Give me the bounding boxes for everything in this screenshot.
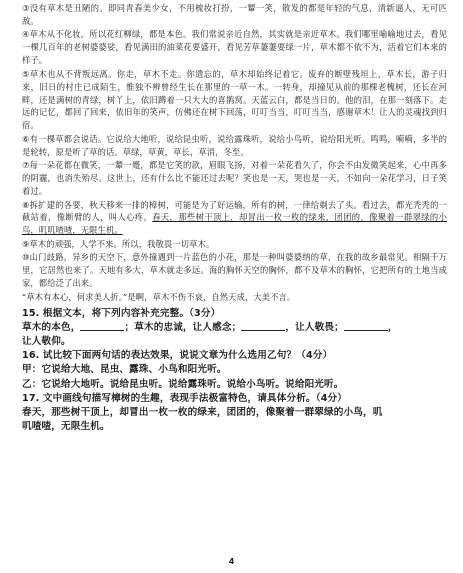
paragraph-9: ⑨草木的顽强，人学不来。所以，我敬畏一切草木。 <box>22 238 215 249</box>
question-17-quote-line-2: 叽喳喳，无限生机。 <box>22 421 110 433</box>
q15-text-b: ；草木的忠诚，让人感念； <box>124 321 242 333</box>
question-16-sentence-b: 乙：它说给大地听。说给昆虫听。说给露珠听。说给小鸟听。说给阳光听。 <box>22 378 344 390</box>
paragraph-3: ③没有草木是丑陋的。即同青春美少女，不用梳妆打扮，一颦一笑，散发的都是年轻的气息，清新逼人，无可匹敌。 <box>22 3 447 26</box>
q15-text-c: ，让人敬畏； <box>285 321 344 333</box>
paragraph-8-text: ⑧拆扩建的各要，秋天移来一排的樟树，可能是为了好运输，所有的树，一律给剃去了头。看过去，都光秃秃的一截站着，像断臂的人，叫人心疼。春天，那些树干顶上，却冒出一枚一枚的绿来，团团的，像聚着一群翠绿的小鸟，叽叽喳喳，无限生机。 <box>22 199 447 236</box>
page-number: 4 <box>228 557 235 566</box>
question-17-stem: 17. 文中画线句描写樟树的生趣，表现手法极富特色，请具体分析。（4分） <box>22 392 348 404</box>
question-16-stem: 16. 试比较下面两句话的表达效果，说说文章为什么选用乙句？（4分） <box>22 350 333 362</box>
questions <box>22 307 447 435</box>
answer-blank-2[interactable] <box>241 321 285 331</box>
underlined-sentence: 春天，那些树干顶上，却冒出一枚一枚的绿来，团团的，像聚着一群翠绿的小鸟，叽叽喳喳，无限生机。 <box>22 212 447 236</box>
paragraph-5: ⑤草木也从不背叛远离。你走，草木不走。你遗忘的，草木却始终记着它。废弃的断壁残垣上，草木长，游子归来，旧日的村庄已成陌生，惟独不辨曾经生长在那里的一草一木。一转身，却撞见从前的那棵老槐树，还长在河畔，还是满树的青绿，树丫上，依旧蹲着一只大大的喜鹊窝。天蓝云白，都是当日的。他的泪，在那一刻落下。走远的记忆，都回了回来，依旧年的笑声，仿佛还在树下回荡，叮叮当当，叮叮当当，感谢草木！让人的灵魂找到归宿。 <box>22 68 447 131</box>
question-15-stem: 15. 根据文本，将下列内容补充完整。（3分） <box>22 307 221 319</box>
paragraph-6: ⑥有一棵草都会说话。它说给大地听，说给昆虫听，说给露珠听，说给小鸟听，说给阳光听。鸣鸣，嗬嗬，多半的是轮转，原是听了草的话。草绿，草黄，草长，草消，冬至。 <box>22 133 447 157</box>
paragraph-10: ⑩山门歧路，异乡的天空下，意外撞遇到一片蓝色的小花，那是一种叫婆婆纳的草，在我的故乡最常见。相隔千万里，它居然也来了。天地有多大，草木就走多远。海的胸怀天空的胸怀，都不及草木的胸怀，它把所有的土地当成家，都给泛了出来。 <box>22 252 447 289</box>
paragraph-8 <box>22 199 447 238</box>
question-15-line-2: 让人敬仰。 <box>22 336 71 347</box>
q15-text-d: ， <box>387 321 398 333</box>
paragraph-4: ④草木从不化妆，所以花红柳绿，都是本色。我们常说亲近自然，其实就是亲近草木。我们哪里喻喻地过去，看见一棵几百年的老树婆婆娑，看见满田的油菜花要盛开，看见芳草萋萋要绿一片，草木都不依不为，活着它们本来的样子。 <box>22 29 447 66</box>
question-16-sentence-a: 甲：它说给大地、昆虫、露珠、小鸟和阳光听。 <box>22 364 227 376</box>
reading-passage <box>22 2 447 304</box>
question-17-quote-line-1: 春天，那些树干顶上，却冒出一枚一枚的绿来，团团的，像聚着一群翠绿的小鸟，叽 <box>22 407 383 419</box>
question-15-line-1 <box>22 321 447 335</box>
closing-quote: “草木有本心，何求美人折。”是啊，草木不伤不哀，自然天成，大美不言。 <box>22 291 296 302</box>
answer-blank-1[interactable] <box>80 321 124 331</box>
q15-text-a: 草木的本色， <box>22 321 81 333</box>
answer-blank-3[interactable] <box>344 321 388 331</box>
paragraph-7: ⑦每一朵花都在微笑，一颦一蹙，都是它笑的款，眉眼飞扬，对着一朵花看久了，你会不由发微笑起来，心中再多的阴霾，也消失殆尽。这世上，还有什么比不能还过去呢？笑也是一天，哭也是一天，不如向一朵花学习，日子笑着过。 <box>22 160 447 197</box>
